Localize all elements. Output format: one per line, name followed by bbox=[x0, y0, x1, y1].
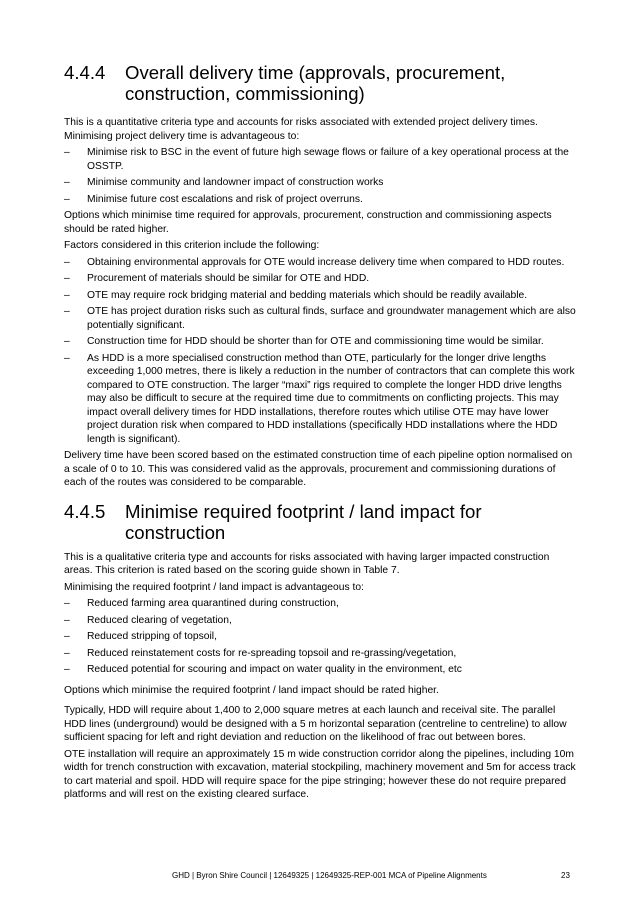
dash-bullet: – bbox=[64, 647, 70, 659]
dash-bullet: – bbox=[64, 256, 70, 268]
document-page bbox=[64, 62, 576, 805]
paragraph-intro: This is a quantitative criteria type and accounts for risks associated with extended project delivery times. Minimising project delivery time is advantageous to: bbox=[64, 117, 538, 142]
section-title: Minimise required footprint / land impact for construction bbox=[125, 500, 482, 543]
dash-bullet: – bbox=[64, 193, 70, 205]
paragraph-closing: Delivery time have been scored based on the estimated construction time of each pipeline option normalised on a scale of 0 to 10. This was considered valid as the approvals, procurement and commissioning durations of each of the routes was considered to be comparable. bbox=[64, 450, 573, 488]
dash-bullet: – bbox=[64, 289, 70, 301]
dash-bullet: – bbox=[64, 598, 70, 609]
list-item: – As HDD is a more specialised construction method than OTE, particularly for the longer drive lengths exceeding 1,000 metres, there is likely a reduction in the number of contractors that can complete this work compared to OTE construction. The larger “maxi” rigs required to complete the longer HDD drive lengths may also be difficult to secure at the required time due to commitments on conflicting projects. This may impact overall delivery times for HDD installations, therefore routes which utilise OTE may have lower project duration risk when compared to HDD installations (specifically HDD installations where the HDD length is significant). bbox=[64, 352, 575, 445]
paragraph-options: Options which minimise the required footprint / land impact should be rated higher. bbox=[64, 684, 439, 696]
list-item: – Minimise future cost escalations and risk of project overruns. bbox=[64, 193, 363, 205]
dash-bullet: – bbox=[64, 177, 70, 188]
list-item: – Reduced potential for scouring and impact on water quality in the environment, etc bbox=[64, 664, 462, 675]
dash-bullet: – bbox=[64, 336, 70, 347]
list-item: – Minimise community and landowner impact of construction works bbox=[64, 177, 384, 188]
dash-bullet: – bbox=[64, 352, 70, 364]
dash-bullet: – bbox=[64, 631, 70, 642]
paragraph-ote: OTE installation will require an approximately 15 m wide construction corridor along the pipelines, including 10m width for trench construction with excavation, material stockpiling, machinery movement and 5m for access track to cart material and spoil. HDD will require space for the pipe stringing; however these do not require prepared platforms and will rest on the existing cleared surface. bbox=[64, 748, 576, 800]
section-heading-4-4-4 bbox=[64, 62, 576, 104]
section-heading-4-4-5 bbox=[64, 501, 576, 543]
section-number: 4.4.4 bbox=[64, 62, 106, 83]
list-item: – Obtaining environmental approvals for OTE would increase delivery time when compared to HDD routes. bbox=[64, 256, 565, 268]
list-item: – OTE may require rock bridging material and bedding materials which should be readily available. bbox=[64, 289, 528, 301]
dash-bullet: – bbox=[64, 614, 70, 626]
list-item: – Reduced clearing of vegetation, bbox=[64, 614, 232, 626]
dash-bullet: – bbox=[64, 664, 70, 675]
list-item: – Reduced reinstatement costs for re-spreading topsoil and re-grassing/vegetation, bbox=[64, 647, 457, 659]
dash-bullet: – bbox=[64, 147, 70, 158]
dash-bullet: – bbox=[64, 273, 70, 284]
list-item: – OTE has project duration risks such as cultural finds, surface and groundwater management which are also potentially significant. bbox=[64, 306, 576, 331]
list-item: – Reduced stripping of topsoil, bbox=[64, 631, 217, 642]
paragraph-advantages-intro: Minimising the required footprint / land impact is advantageous to: bbox=[64, 581, 364, 593]
dash-bullet: – bbox=[64, 306, 70, 317]
section-number: 4.4.5 bbox=[64, 500, 106, 522]
bullet-list-advantages bbox=[64, 146, 576, 206]
paragraph-hdd: Typically, HDD will require about 1,400 to 2,000 square metres at each launch and receival site. The parallel HDD lines (underground) would be designed with a 5 m horizontal separation (centreline to centreline) to allow sufficient spacing for left and right deviation and reduction on the likelihood of frac out between bores. bbox=[64, 705, 567, 743]
list-item: – Construction time for HDD should be shorter than for OTE and commissioning time would be similar. bbox=[64, 336, 544, 347]
section-title: Overall delivery time (approvals, procurement, construction, commissioning) bbox=[125, 62, 506, 104]
bullet-list-factors bbox=[64, 256, 576, 447]
list-item: – Procurement of materials should be similar for OTE and HDD. bbox=[64, 273, 370, 284]
footer-text: GHD | Byron Shire Council | 12649325 | 12649325-REP-001 MCA of Pipeline Alignments bbox=[172, 871, 487, 880]
list-item: – Minimise risk to BSC in the event of future high sewage flows or failure of a key operational process at the OSSTP. bbox=[64, 147, 569, 172]
page-number: 23 bbox=[561, 871, 570, 880]
list-item: – Reduced farming area quarantined during construction, bbox=[64, 598, 339, 609]
paragraph-intro: This is a qualitative criteria type and accounts for risks associated with having larger impacted construction areas. This criterion is rated based on the scoring guide shown in Table 7. bbox=[64, 551, 550, 576]
paragraph-factors-intro: Factors considered in this criterion include the following: bbox=[64, 240, 320, 251]
bullet-list-advantages bbox=[64, 597, 576, 677]
paragraph-options: Options which minimise time required for approvals, procurement, construction and commissioning aspects should be rated higher. bbox=[64, 210, 552, 235]
